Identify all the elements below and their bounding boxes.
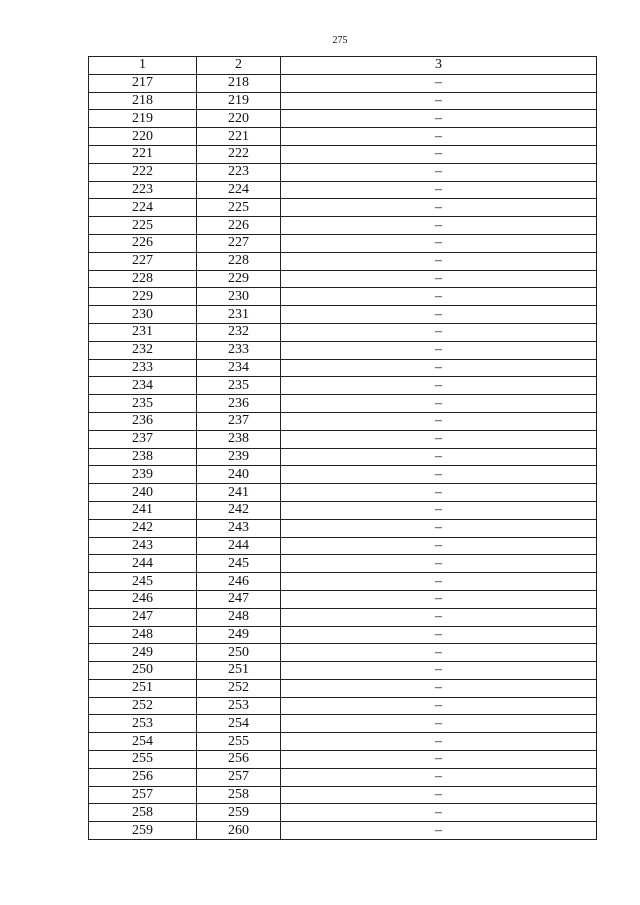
table-cell-col-1: 238 [89, 448, 197, 466]
table-cell-col-3: – [281, 644, 597, 662]
table-cell-col-2: 237 [197, 412, 281, 430]
data-table [88, 56, 597, 840]
table-cell-col-1: 232 [89, 341, 197, 359]
table-cell-col-2: 226 [197, 217, 281, 235]
table-row [89, 804, 597, 822]
table-cell-col-3: – [281, 484, 597, 502]
table-cell-col-1: 250 [89, 662, 197, 680]
table-cell-col-3: – [281, 145, 597, 163]
table-cell-col-3: – [281, 181, 597, 199]
table-cell-col-2: 230 [197, 288, 281, 306]
table-row [89, 697, 597, 715]
table-cell-col-3: – [281, 715, 597, 733]
table-cell-col-1: 258 [89, 804, 197, 822]
table-cell-col-2: 224 [197, 181, 281, 199]
table-cell-col-2: 244 [197, 537, 281, 555]
table-cell-col-3: – [281, 501, 597, 519]
table-cell-col-1: 252 [89, 697, 197, 715]
table-cell-col-3: – [281, 270, 597, 288]
table-cell-col-3: – [281, 74, 597, 92]
table-row [89, 252, 597, 270]
table-cell-col-1: 239 [89, 466, 197, 484]
table-cell-col-1: 244 [89, 555, 197, 573]
table-row [89, 501, 597, 519]
table-cell-col-1: 231 [89, 323, 197, 341]
table-cell-col-1: 234 [89, 377, 197, 395]
table-cell-col-1: 225 [89, 217, 197, 235]
table-cell-col-2: 236 [197, 395, 281, 413]
table-cell-col-2: 242 [197, 501, 281, 519]
table-cell-col-2: 260 [197, 822, 281, 840]
table-cell-col-3: – [281, 573, 597, 591]
table-row [89, 786, 597, 804]
table-cell-col-2: 240 [197, 466, 281, 484]
table-cell-col-2: 243 [197, 519, 281, 537]
table-cell-col-1: 254 [89, 733, 197, 751]
table-cell-col-1: 227 [89, 252, 197, 270]
table-cell-col-3: – [281, 555, 597, 573]
table-cell-col-3: – [281, 430, 597, 448]
table-cell-col-1: 249 [89, 644, 197, 662]
table-cell-col-2: 218 [197, 74, 281, 92]
table-cell-col-2: 221 [197, 128, 281, 146]
table-cell-col-3: – [281, 163, 597, 181]
table-row [89, 412, 597, 430]
table-row [89, 110, 597, 128]
table-cell-col-2: 239 [197, 448, 281, 466]
table-cell-col-3: – [281, 662, 597, 680]
table-cell-col-2: 257 [197, 768, 281, 786]
table-cell-col-1: 236 [89, 412, 197, 430]
table-cell-col-2: 222 [197, 145, 281, 163]
table-cell-col-2: 231 [197, 306, 281, 324]
table-cell-col-2: 252 [197, 679, 281, 697]
column-header-3: 3 [281, 57, 597, 75]
table-cell-col-3: – [281, 359, 597, 377]
table-cell-col-1: 243 [89, 537, 197, 555]
table-cell-col-3: – [281, 341, 597, 359]
table-cell-col-3: – [281, 697, 597, 715]
table-cell-col-1: 256 [89, 768, 197, 786]
table-row [89, 341, 597, 359]
table-row [89, 679, 597, 697]
table-row [89, 395, 597, 413]
table-cell-col-3: – [281, 306, 597, 324]
table-cell-col-3: – [281, 217, 597, 235]
table-row [89, 128, 597, 146]
table-cell-col-1: 233 [89, 359, 197, 377]
table-row [89, 751, 597, 769]
table-cell-col-3: – [281, 786, 597, 804]
table-cell-col-1: 247 [89, 608, 197, 626]
table-cell-col-2: 256 [197, 751, 281, 769]
table-cell-col-1: 222 [89, 163, 197, 181]
table-row [89, 145, 597, 163]
table-row [89, 822, 597, 840]
table-cell-col-3: – [281, 252, 597, 270]
table-row [89, 234, 597, 252]
table-cell-col-3: – [281, 234, 597, 252]
table-cell-col-2: 234 [197, 359, 281, 377]
table-row [89, 519, 597, 537]
table-cell-col-2: 235 [197, 377, 281, 395]
table-cell-col-1: 242 [89, 519, 197, 537]
table-cell-col-3: – [281, 199, 597, 217]
table-cell-col-3: – [281, 466, 597, 484]
table-row [89, 359, 597, 377]
table-cell-col-2: 254 [197, 715, 281, 733]
table-cell-col-3: – [281, 395, 597, 413]
table-cell-col-1: 246 [89, 590, 197, 608]
table-cell-col-3: – [281, 110, 597, 128]
table-cell-col-1: 226 [89, 234, 197, 252]
table-row [89, 199, 597, 217]
table-cell-col-2: 251 [197, 662, 281, 680]
table-cell-col-3: – [281, 751, 597, 769]
table-cell-col-3: – [281, 608, 597, 626]
table-cell-col-1: 237 [89, 430, 197, 448]
table-cell-col-2: 250 [197, 644, 281, 662]
table-cell-col-1: 224 [89, 199, 197, 217]
table-row [89, 377, 597, 395]
table-cell-col-1: 229 [89, 288, 197, 306]
table-cell-col-2: 258 [197, 786, 281, 804]
table-row [89, 430, 597, 448]
table-row [89, 270, 597, 288]
table-row [89, 217, 597, 235]
table-cell-col-1: 248 [89, 626, 197, 644]
table-row [89, 484, 597, 502]
table-cell-col-2: 232 [197, 323, 281, 341]
table-cell-col-3: – [281, 537, 597, 555]
table-cell-col-1: 228 [89, 270, 197, 288]
table-cell-col-2: 228 [197, 252, 281, 270]
table-cell-col-1: 257 [89, 786, 197, 804]
table-row [89, 555, 597, 573]
table-cell-col-2: 225 [197, 199, 281, 217]
table-cell-col-2: 249 [197, 626, 281, 644]
table-cell-col-2: 255 [197, 733, 281, 751]
table-cell-col-1: 259 [89, 822, 197, 840]
table-cell-col-2: 223 [197, 163, 281, 181]
table-cell-col-3: – [281, 822, 597, 840]
table-row [89, 92, 597, 110]
table-cell-col-3: – [281, 733, 597, 751]
table-cell-col-1: 240 [89, 484, 197, 502]
table-cell-col-3: – [281, 92, 597, 110]
table-row [89, 74, 597, 92]
table-cell-col-2: 227 [197, 234, 281, 252]
table-cell-col-3: – [281, 377, 597, 395]
table-row [89, 573, 597, 591]
table-cell-col-1: 221 [89, 145, 197, 163]
table-cell-col-3: – [281, 288, 597, 306]
table-cell-col-3: – [281, 448, 597, 466]
table-row [89, 306, 597, 324]
table-cell-col-2: 241 [197, 484, 281, 502]
table-cell-col-2: 233 [197, 341, 281, 359]
table-cell-col-1: 253 [89, 715, 197, 733]
table-row [89, 323, 597, 341]
table-cell-col-3: – [281, 128, 597, 146]
table-row [89, 448, 597, 466]
column-header-2: 2 [197, 57, 281, 75]
table-row [89, 466, 597, 484]
table-cell-col-3: – [281, 679, 597, 697]
table-cell-col-3: – [281, 804, 597, 822]
table-cell-col-3: – [281, 768, 597, 786]
table-row [89, 181, 597, 199]
column-header-1: 1 [89, 57, 197, 75]
table-cell-col-3: – [281, 323, 597, 341]
table-cell-col-1: 251 [89, 679, 197, 697]
table-body [89, 74, 597, 839]
table-row [89, 715, 597, 733]
table-cell-col-1: 220 [89, 128, 197, 146]
table-row [89, 733, 597, 751]
table-row [89, 662, 597, 680]
table-cell-col-1: 230 [89, 306, 197, 324]
table-cell-col-2: 253 [197, 697, 281, 715]
table-cell-col-1: 219 [89, 110, 197, 128]
table-cell-col-2: 238 [197, 430, 281, 448]
table-cell-col-3: – [281, 519, 597, 537]
table-cell-col-2: 246 [197, 573, 281, 591]
table-cell-col-1: 241 [89, 501, 197, 519]
table-cell-col-3: – [281, 626, 597, 644]
table-row [89, 608, 597, 626]
table-cell-col-1: 245 [89, 573, 197, 591]
table-cell-col-3: – [281, 590, 597, 608]
table-cell-col-1: 255 [89, 751, 197, 769]
table-cell-col-2: 247 [197, 590, 281, 608]
table-cell-col-2: 245 [197, 555, 281, 573]
table-row [89, 163, 597, 181]
table-cell-col-1: 218 [89, 92, 197, 110]
table-cell-col-1: 217 [89, 74, 197, 92]
table-row [89, 768, 597, 786]
table-cell-col-1: 235 [89, 395, 197, 413]
table-cell-col-2: 248 [197, 608, 281, 626]
table-cell-col-2: 229 [197, 270, 281, 288]
table-cell-col-1: 223 [89, 181, 197, 199]
table-cell-col-2: 220 [197, 110, 281, 128]
table-row [89, 590, 597, 608]
table-header-row [89, 57, 597, 75]
table-row [89, 626, 597, 644]
table-cell-col-2: 219 [197, 92, 281, 110]
table-cell-col-2: 259 [197, 804, 281, 822]
table-row [89, 288, 597, 306]
page-number: 275 [332, 35, 348, 46]
table-row [89, 644, 597, 662]
table-cell-col-3: – [281, 412, 597, 430]
table-row [89, 537, 597, 555]
